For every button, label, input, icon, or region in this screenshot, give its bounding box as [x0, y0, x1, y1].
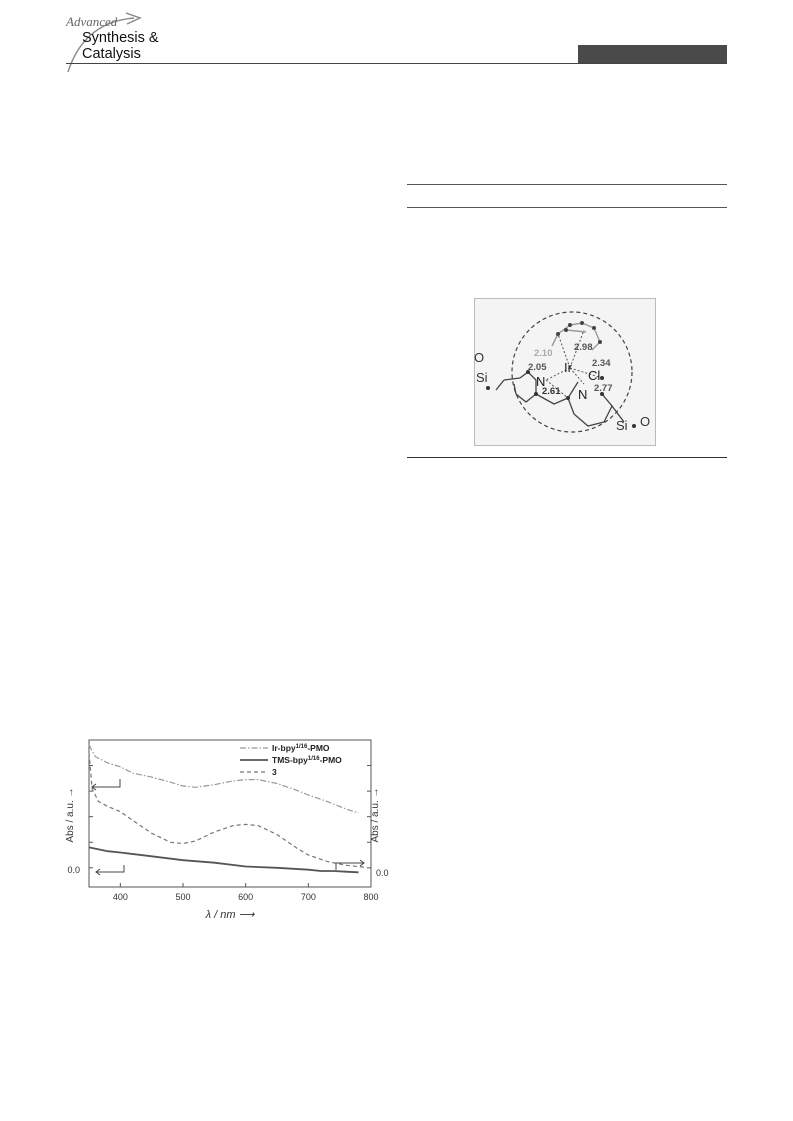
atom-si1: Si [476, 370, 488, 385]
y-axis-label-left: Abs / a.u. → [65, 787, 76, 843]
logo-catalysis: Catalysis [82, 46, 141, 62]
atom-n1: N [536, 374, 546, 389]
iridium-complex-structure [474, 298, 656, 446]
y-tick-label-right: 0.0 [376, 868, 389, 878]
distance-label-5: 2.77 [594, 383, 613, 394]
x-axis-label: λ / nm ⟶ [205, 909, 255, 921]
logo-advanced: Advanced [66, 14, 118, 29]
y-axis-label-right: Abs / a.u. → [370, 787, 381, 843]
legend [240, 743, 342, 777]
distance-label-6: 2.61 [542, 386, 561, 397]
header-bar [578, 45, 727, 63]
table-header-rule [407, 207, 727, 208]
series-line-1 [89, 847, 359, 872]
x-tick-label-800: 800 [363, 892, 379, 902]
distance-label-3: 2.05 [528, 362, 547, 373]
axis-assignment-arrows [92, 779, 364, 875]
atom-o1: O [474, 350, 485, 365]
left-axis-arrow-2 [96, 865, 124, 872]
table-top-rule [407, 184, 727, 185]
uv-vis-spectrum-chart [62, 735, 389, 925]
y-axis-ticks [89, 766, 371, 868]
x-tick-label-400: 400 [112, 892, 128, 902]
x-tick-label-500: 500 [175, 892, 191, 902]
table-bottom-rule [407, 457, 727, 458]
legend-label-ir: Ir-bpy$^{1/16}$-PMO [272, 743, 330, 753]
atom-cl: Cl [588, 368, 601, 383]
journal-logo [66, 14, 206, 64]
legend-label-tms: TMS-bpy$^{1/16}$-PMO [272, 755, 342, 765]
distance-label-1: 2.10 [534, 348, 553, 359]
atom-ir: Ir [564, 360, 572, 375]
distance-label-2: 2.98 [574, 342, 593, 353]
x-tick-label-700: 700 [300, 892, 316, 902]
atom-o2: O [640, 414, 651, 429]
legend-label-3: 3 [272, 767, 277, 777]
series-line-2 [89, 753, 365, 867]
header-rule [66, 63, 727, 64]
x-tick-label-600: 600 [238, 892, 254, 902]
left-axis-arrow-1 [92, 779, 120, 787]
distance-label-4: 2.34 [592, 358, 611, 369]
logo-synthesis: Synthesis & [82, 30, 159, 46]
atom-n2: N [578, 387, 588, 402]
x-axis-ticks [113, 883, 379, 902]
y-tick-label-left: 0.0 [67, 865, 80, 875]
atom-si2: Si [616, 418, 628, 433]
